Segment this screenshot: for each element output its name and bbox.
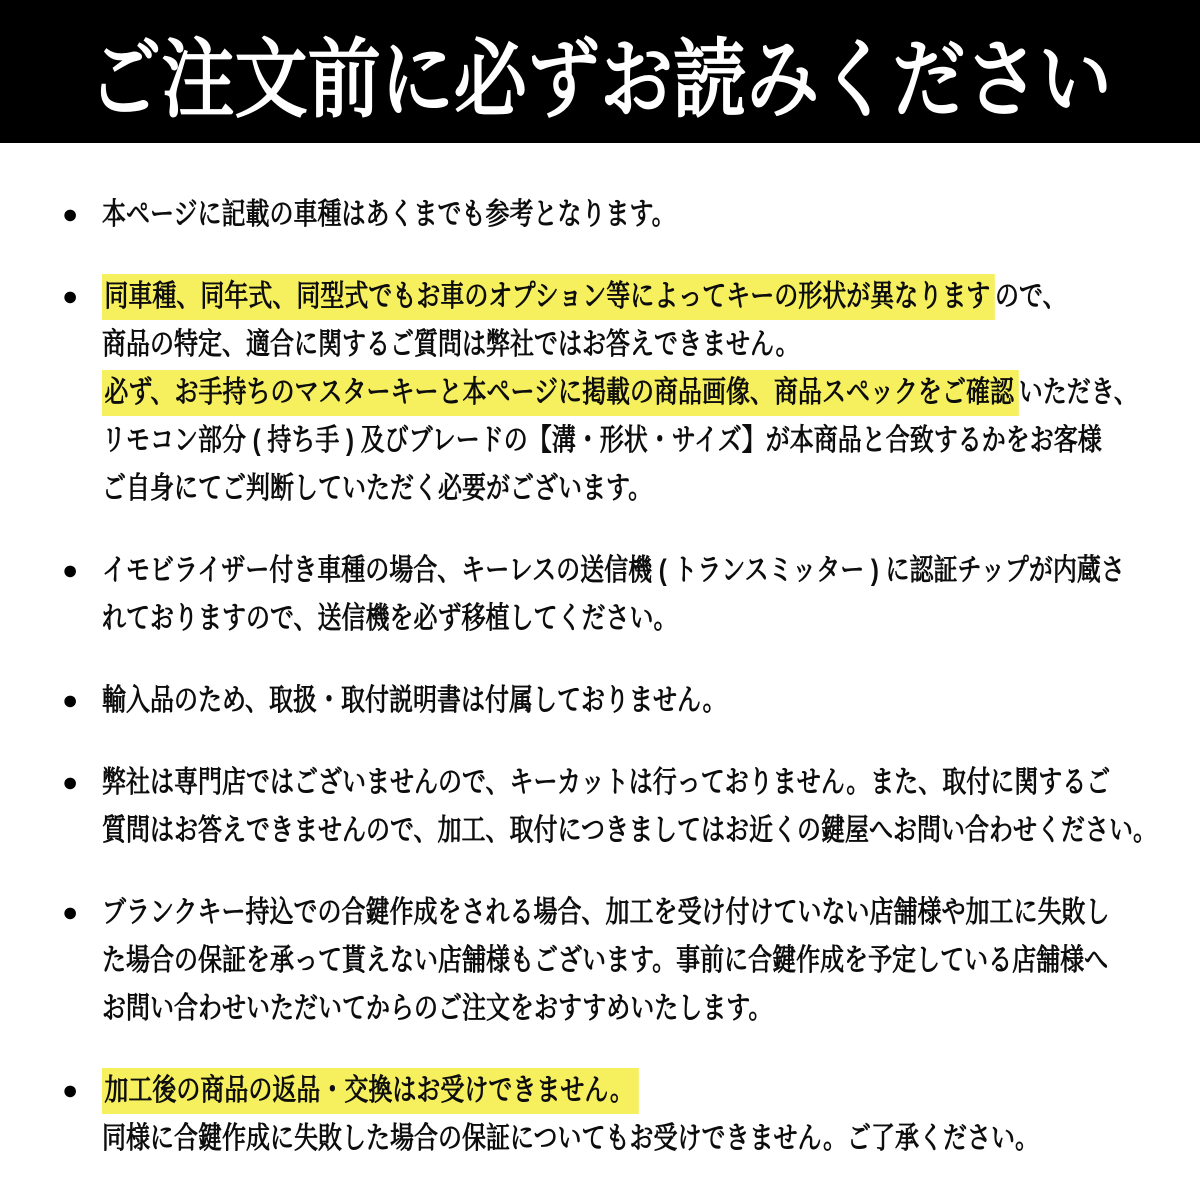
notice-line bbox=[102, 547, 1125, 595]
bullet-icon: ● bbox=[62, 1075, 79, 1105]
notice-line bbox=[102, 369, 1138, 417]
notice-text-highlighted: 同車種、同年式、同型式でもお車のオプション等によってキーの形状が異なります bbox=[102, 274, 995, 320]
notice-text: 質問はお答えできませんので、加工、取付につきましてはお近くの鍵屋へお問い合わせください。 bbox=[102, 814, 1158, 847]
notice-line bbox=[102, 677, 974, 725]
notice-text: 商品の特定、適合に関するご質問は弊社ではお答えできません。 bbox=[102, 328, 800, 361]
header-banner bbox=[0, 0, 1200, 143]
notice-line bbox=[102, 889, 1110, 937]
notice-text: 輸入品のため、取扱・取付説明書は付属しておりません。 bbox=[102, 684, 727, 717]
page-title: ご注文前に必ずお読みください bbox=[88, 31, 1112, 128]
notice-text: れておりますので、送信機を必ず移植してください。 bbox=[102, 602, 678, 635]
notice-line bbox=[102, 759, 1111, 807]
bullet-icon: ● bbox=[62, 199, 79, 229]
notice-item bbox=[62, 191, 1192, 239]
bullet-icon: ● bbox=[62, 897, 79, 927]
bullet-icon: ● bbox=[62, 281, 79, 311]
notice-item bbox=[62, 1067, 1192, 1163]
notice-text-highlighted: 必ず、お手持ちのマスターキーと本ページに掲載の商品画像、商品スペックをご確認 bbox=[102, 370, 1019, 416]
bullet-icon: ● bbox=[62, 685, 79, 715]
bullet-icon: ● bbox=[62, 767, 79, 797]
notice-text: ので、 bbox=[995, 280, 1067, 313]
notice-text: ブランクキー持込での合鍵作成をされる場合、加工を受け付けていない店舗様や加工に失敗し bbox=[102, 896, 1110, 929]
notice-text: 同様に合鍵作成に失敗した場合の保証についてもお受けできません。ご了承ください。 bbox=[102, 1122, 1039, 1155]
notice-line bbox=[102, 465, 974, 513]
notice-text: た場合の保証を承って貰えない店舗様もございます。事前に合鍵作成を予定している店舗様へ bbox=[102, 944, 1109, 977]
notice-line bbox=[102, 1067, 974, 1115]
notice-item bbox=[62, 273, 1192, 513]
notice-line bbox=[102, 937, 1109, 985]
bullet-icon: ● bbox=[62, 555, 79, 585]
notice-line bbox=[102, 191, 974, 239]
notice-text-highlighted: 加工後の商品の返品・交換はお受けできません。 bbox=[102, 1068, 639, 1114]
notice-line bbox=[102, 807, 1158, 855]
notice-line bbox=[102, 273, 1067, 321]
notice-line bbox=[102, 1115, 1039, 1163]
notice-item bbox=[62, 677, 1192, 725]
notice-text: お問い合わせいただいてからのご注文をおすすめいたします。 bbox=[102, 992, 773, 1025]
notice-text: リモコン部分 ( 持ち手 ) 及びブレードの【溝・形状・サイズ】が本商品と合致するかをお客様 bbox=[102, 424, 1102, 457]
notice-line bbox=[102, 417, 1102, 465]
notice-text: イモビライザー付き車種の場合、キーレスの送信機 ( トランスミッター ) に認証チップが内蔵さ bbox=[102, 554, 1125, 587]
notice-text: ご自身にてご判断していただく必要がございます。 bbox=[102, 472, 653, 505]
notice-line bbox=[102, 595, 974, 643]
notice-line bbox=[102, 985, 974, 1033]
notice-text: 本ページに記載の車種はあくまでも参考となります。 bbox=[102, 198, 676, 231]
notice-item bbox=[62, 759, 1192, 855]
notice-item bbox=[62, 547, 1192, 643]
notice-line bbox=[102, 321, 974, 369]
notice-text: 弊社は専門店ではございませんので、キーカットは行っておりません。また、取付に関するご bbox=[102, 766, 1111, 799]
notice-item bbox=[62, 889, 1192, 1033]
notice-list bbox=[0, 143, 1200, 1163]
notice-text: いただき、 bbox=[1018, 376, 1138, 409]
